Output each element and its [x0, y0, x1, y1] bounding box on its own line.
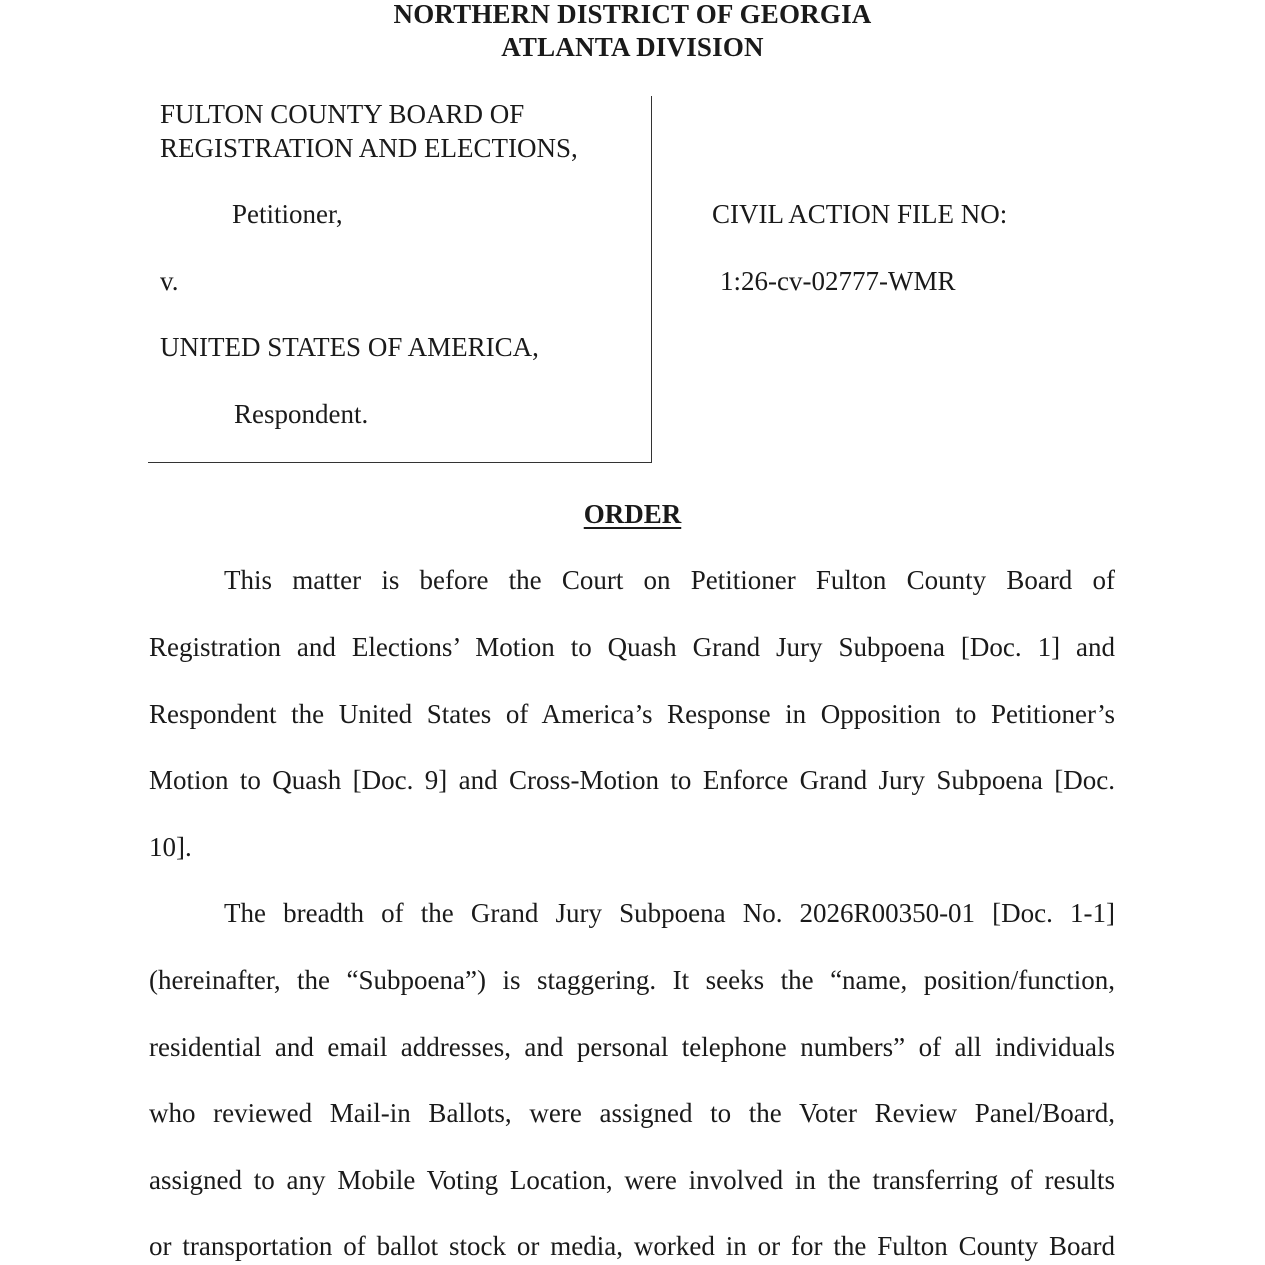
paragraph1-line: This matter is before the Court on Petitioner Fulton County Board of — [224, 565, 1115, 595]
paragraph2-line: The breadth of the Grand Jury Subpoena No. 2026R00350-01 [Doc. 1-1] — [224, 898, 1115, 928]
respondent-name: UNITED STATES OF AMERICA, — [160, 332, 539, 362]
paragraph1-line: Respondent the United States of America’s Response in Opposition to Petitioner’s — [149, 699, 1115, 729]
paragraph1-line: Registration and Elections’ Motion to Quash Grand Jury Subpoena [Doc. 1] and — [149, 632, 1115, 662]
paragraph1-line: Motion to Quash [Doc. 9] and Cross-Motion to Enforce Grand Jury Subpoena [Doc. — [149, 765, 1115, 795]
paragraph1-line: 10]. — [149, 832, 192, 862]
paragraph2-line: residential and email addresses, and personal telephone numbers” of all individuals — [149, 1032, 1115, 1062]
petitioner-role: Petitioner, — [232, 199, 343, 229]
division-heading: ATLANTA DIVISION — [501, 32, 764, 62]
district-heading: NORTHERN DISTRICT OF GEORGIA — [393, 0, 872, 29]
versus-label: v. — [160, 266, 179, 296]
paragraph2-line: assigned to any Mobile Voting Location, were involved in the transferring of results — [149, 1165, 1115, 1195]
order-title — [0, 497, 1265, 531]
paragraph2-line: or transportation of ballot stock or media, worked in or for the Fulton County Board — [149, 1231, 1115, 1261]
petitioner-name-line2: REGISTRATION AND ELECTIONS, — [160, 133, 578, 163]
respondent-role: Respondent. — [234, 399, 369, 429]
paragraph2-line: (hereinafter, the “Subpoena”) is staggering. It seeks the “name, position/function, — [149, 965, 1115, 995]
paragraph2-line: who reviewed Mail-in Ballots, were assigned to the Voter Review Panel/Board, — [149, 1098, 1115, 1128]
petitioner-name-line1: FULTON COUNTY BOARD OF — [160, 99, 525, 129]
order-title-text: ORDER — [583, 499, 682, 529]
civil-action-label: CIVIL ACTION FILE NO: — [712, 199, 1008, 229]
case-number: 1:26-cv-02777-WMR — [720, 266, 956, 296]
